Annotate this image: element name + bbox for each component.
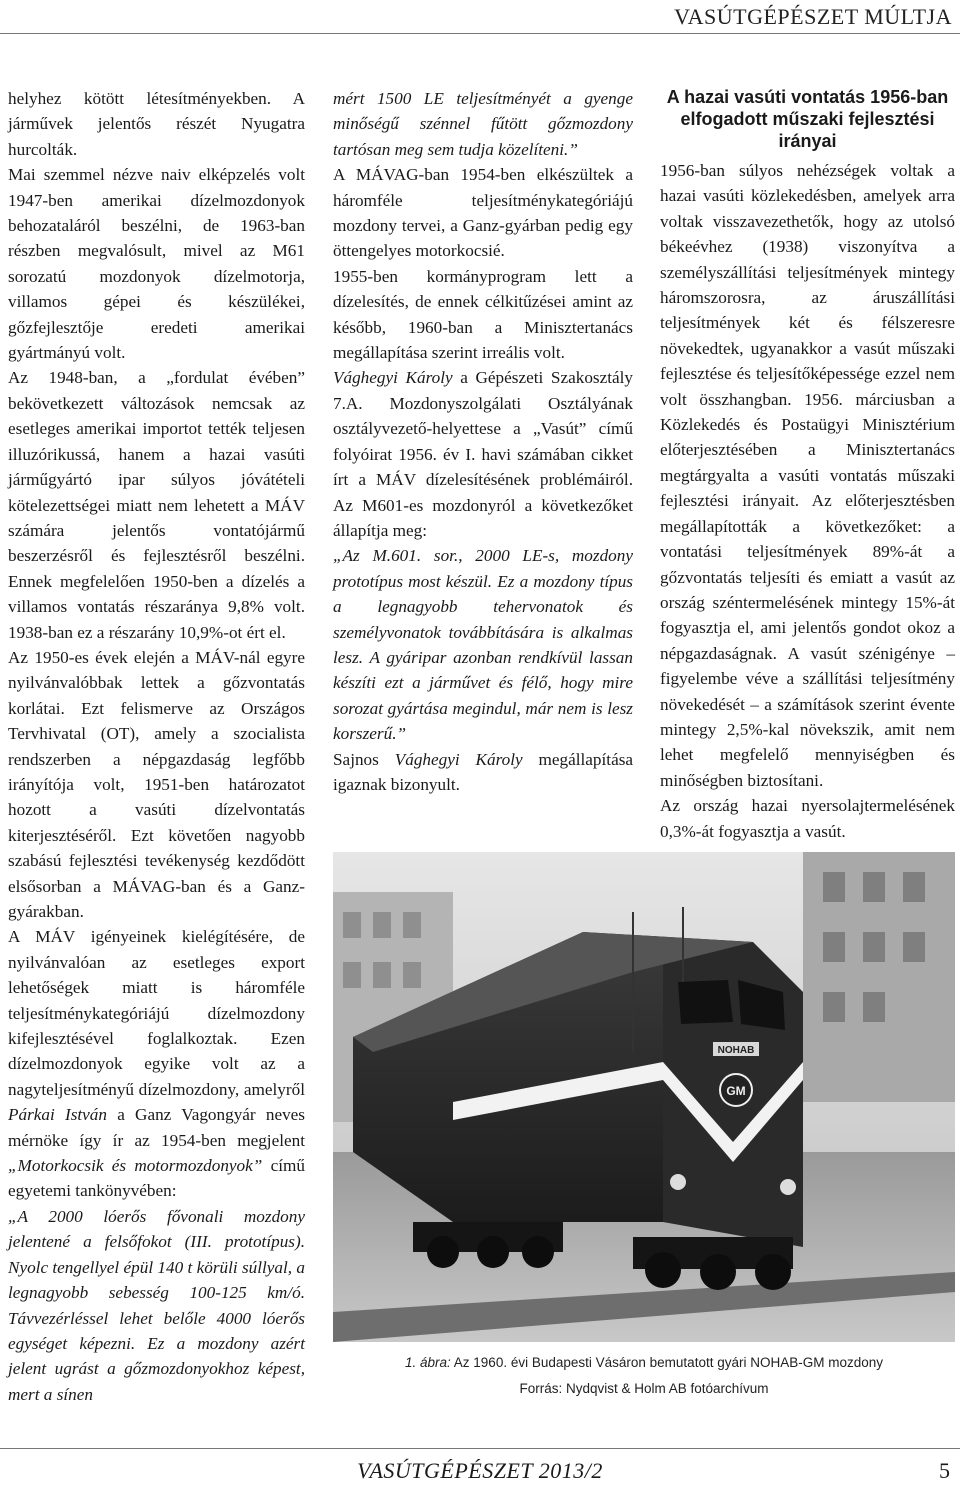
locomotive-photo	[333, 852, 955, 1342]
person-name: Vághegyi Károly	[333, 368, 453, 388]
quotation-continued: mért 1500 LE teljesítményét a gyenge minőségű szénnel fűtött gőzmozdony tartósan meg sem tudja közelíteni.”	[333, 89, 633, 159]
paragraph: A MÁVAG-ban 1954-ben elkészültek a háromféle teljesítménykategóriájú mozdony tervei, a Ganz-gyárban pedig egy öttengelyes motorkocsié.	[333, 165, 633, 261]
locomotive-illustration	[333, 852, 955, 1342]
person-name: Vághegyi Károly	[394, 749, 523, 769]
header-rule	[0, 33, 960, 34]
paragraph: Az ország hazai nyersolajtermelésének 0,3%-át fogyasztja a vasút.	[660, 796, 955, 841]
section-heading: A hazai vasúti vontatás 1956-ban elfogadott műszaki fejlesztési irányai	[666, 87, 949, 151]
paragraph: 1956-ban súlyos nehézségek voltak a hazai vasúti közlekedésben, amelyek arra voltak visszavezethetők, hogy az utolsó békeévhez (1938) viszonyítva a személyszállítási teljesítmények mintegy háromszorosra, az áruszállítási teljesítmények két és félszeresre növekedtek, ugyanakkor a vasút műszaki fejlesztése és teljesítőképessége ezzel nem volt összhangban. 1956. márciusban a Közlekedés és Postaügyi Minisztérium előterjesztésében a Minisztertanács megtárgyalta a vasúti vontatás műszaki fejlesztési irányait. Az előterjesztésben megállapították a következőket: a vontatási teljesítmények 89%-át a gőzvontatás teljesíti és emiatt a vasút az ország széntermelésének mintegy 15%-át fogyasztja el, ami jelentős gondot okoz a népgazdaságnak. A vasút szénigénye – figyelembe véve a szállítási teljesítmény növekedését – a számítások szerint évente mintegy 2,5%-kal növekszik, amit nem lehet megfelelő mennyiségben és minőségben biztosítani.	[660, 161, 955, 790]
gm-logo: GM	[726, 1084, 746, 1098]
paragraph: Sajnos Vághegyi Károly megállapítása igaznak bizonyult.	[333, 749, 634, 794]
paragraph: A MÁV igényeinek kielégítésére, de nyilvánvalóan az esetleges export lehetőségek miatt is háromféle teljesítménykategóriájú dízelmozdony kifejlesztésével foglalkoztak. Ezen dízelmozdonyok egyike volt az a nagyteljesítményű dízelmozdony, amelyről Párkai István a Ganz Vagongyár neves mérnöke így ír az 1954-ben megjelent „Motorkocsik és motormozdonyok” című egyetemi tankönyvében:	[8, 927, 305, 1201]
figure-caption: 1. ábra: Az 1960. évi Budapesti Vásáron bemutatott gyári NOHAB-GM mozdony	[405, 1355, 883, 1370]
nameplate-text: NOHAB	[717, 1045, 755, 1056]
column-3	[660, 86, 955, 844]
quotation: „A 2000 lóerős fővonali mozdony jelentené a felsőfokot (III. prototípus). Nyolc tengellyel épül 140 t körüli súllyal, a legnagyobb sebesség 100-125 km/ó. Távvezérléssel lehet belőle 4000 lóerős egységet képezni. Ez a mozdony azért jelent ugrást a gőzmozdonyokhoz képest, mert a sínen	[8, 1206, 305, 1404]
quotation: „Az M.601. sor., 2000 LE-s, mozdony prototípus most készül. Ez a mozdony típus a legnagyobb tehervonatok és személyvonatok továbbítására is alkalmas lesz. A gyáripar azonban rendkívül lassan készíti ezt a járművet és félő, hogy mire sorozat gyártása megindul, már nem is lesz korszerű.”	[333, 546, 633, 744]
paragraph: helyhez kötött létesítményekben. A járművek jelentős részét Nyugatra hurcolták.	[8, 89, 305, 159]
running-title: VASÚTGÉPÉSZET MÚLTJA	[674, 4, 952, 29]
paragraph: Az 1948-ban, a „fordulat évében” bekövetkezett változások nemcsak az esetleges amerikai importot tették teljesen illuzórikussá, hanem a hazai vasúti járműgyártó ipar súlyos jóvátételi kötelezettségei miatt nem lehetett a MÁV számára jelentős vontatójármű beszerzésről és fejlesztésről beszélni. Ennek megfelelően 1950-ben a dízelés a villamos vontatás részaránya 9,8% volt. 1938-ban ez a részarány 10,9%-ot ért el.	[8, 368, 305, 642]
page-number: 5	[939, 1458, 950, 1483]
footer-rule	[0, 1448, 960, 1449]
journal-title: VASÚTGÉPÉSZET 2013/2	[357, 1458, 603, 1483]
column-1	[8, 86, 305, 1407]
paragraph: Vághegyi Károly a Gépészeti Szakosztály 7.A. Mozdonyszolgálati Osztályának osztályvezető-helyettese a „Vasút” című folyóirat 1956. év I. havi számában cikket írt a MÁV dízelesítésének problémáiról. Az M601-es mozdonyról a következőket állapítja meg:	[333, 368, 633, 540]
paragraph: Mai szemmel nézve naiv elképzelés volt 1947-ben amerikai dízelmozdonyok behozataláról beszélni, de 1963-ban részben megvalósult, mivel az M61 sorozatú mozdonyok dízelmotorja, villamos gépei és készülékei, gőzfejlesztője eredeti amerikai gyártmányú volt.	[8, 165, 305, 363]
figure-label: 1. ábra:	[405, 1355, 451, 1370]
paragraph: Az 1950-es évek elején a MÁV-nál egyre nyilvánvalóbbak lettek a gőzvontatás korlátai. Ezt felismerve az Országos Tervhivatal (OT), amely a szocialista rendszerben a népgazdaság legfőbb irányítója volt, 1951-ben határozatot hozott a vasúti dízelvontatás kiterjesztéséről. Ezt követően nagyobb szabású fejlesztési tevékenység kezdődött elsősorban a MÁVAG-ban és a Ganz-gyárakban.	[8, 647, 305, 921]
book-title: „Motorkocsik és motormozdonyok”	[8, 1156, 263, 1176]
column-2	[333, 86, 633, 797]
person-name: Párkai István	[8, 1105, 107, 1125]
figure-source: Forrás: Nydqvist & Holm AB fotóarchívum	[519, 1381, 769, 1396]
paragraph: 1955-ben kormányprogram lett a dízelesítés, de ennek célkitűzései amint az később, 1960-ban a Minisztertanács megállapítása szerint irreális volt.	[333, 266, 633, 363]
